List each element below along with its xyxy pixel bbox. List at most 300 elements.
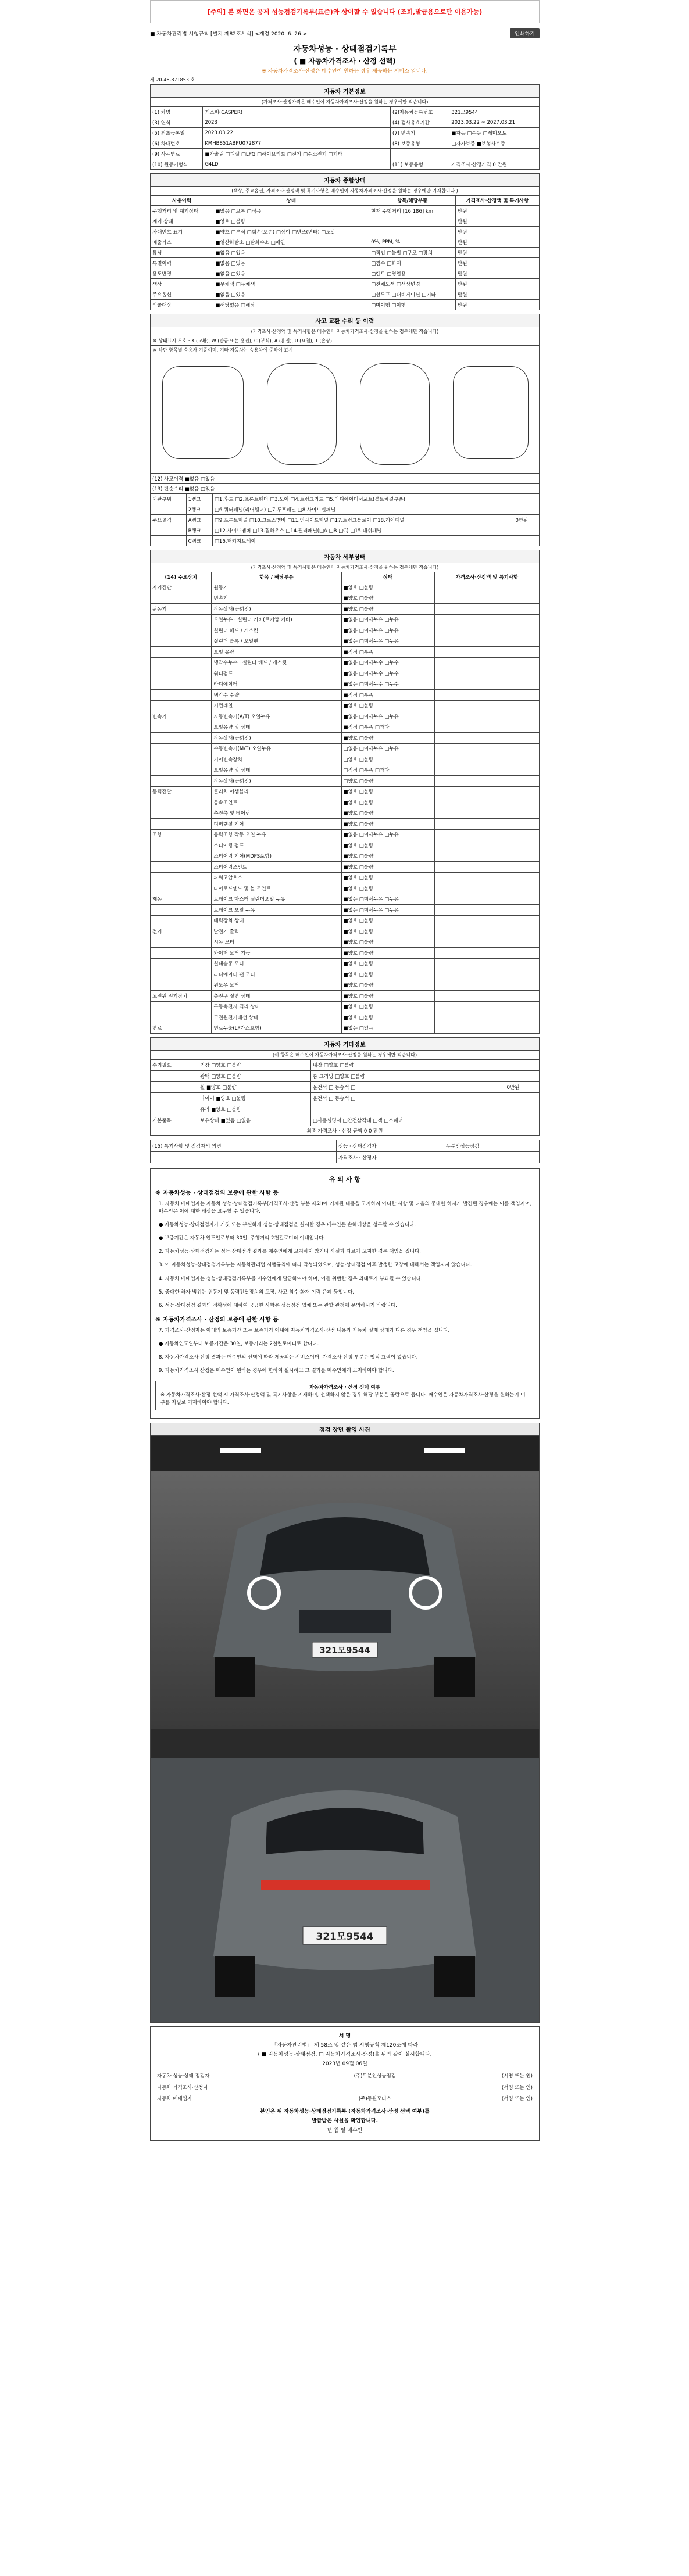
detail-row — [151, 862, 540, 873]
detail-cell: ■양호 □불량 — [341, 872, 434, 883]
etc-cell — [151, 1093, 198, 1104]
frame-cell: 외판부위 — [151, 494, 187, 504]
sign-head: 서 명 — [338, 2033, 351, 2039]
detail-row — [151, 797, 540, 808]
detail-cell — [151, 797, 212, 808]
detail-cell — [151, 733, 212, 744]
detail-cell: 오일유량 및 상태 — [212, 722, 341, 733]
detail-cell: 동력전달 — [151, 786, 212, 797]
accident-history: (12) 사고이력 ■없음 □있음 — [151, 474, 540, 484]
summary-row — [151, 268, 540, 279]
sign-r3-seal: (서명 또는 인) — [501, 2095, 533, 2102]
summary-col-header: 항목/해당부품 — [369, 196, 456, 206]
detail-cell: ■양호 □불량 — [341, 700, 434, 711]
basic-cell: (3) 연식 — [151, 117, 203, 128]
summary-cell: ■양호 □불량 — [213, 216, 369, 227]
detail-cell: ■양호 □불량 — [341, 733, 434, 744]
notice-sec1-line: ● 보증기간은 자동차 인도일로부터 30일, 주행거리 2천킬로미터 이내입니다. — [159, 1235, 326, 1242]
detail-cell: 수동변속기(M/T) 오일누유 — [212, 743, 341, 754]
notice-sec1-line: 6. 성능·상태점검 결과의 정확성에 대하여 궁금한 사항은 성능점검 업체 또는 관할 관청에 문의하시기 바랍니다. — [159, 1302, 397, 1309]
sign-line-2: ( ■ 자동차성능·상태점검, □ 자동차가격조사·산정)을 위와 같이 실시합니다. — [258, 2051, 432, 2058]
inspector-cell — [444, 1152, 539, 1163]
detail-cell: ■양호 □불량 — [341, 1012, 434, 1023]
detail-cell: ■양호 □불량 — [341, 851, 434, 862]
detail-cell: 작동상태(공회전) — [212, 604, 341, 615]
detail-cell — [151, 593, 212, 604]
detail-cell — [434, 625, 539, 636]
notice-sec1-line: 1. 자동차 매매업자는 자동차 성능·상태점검기록부(가격조사·산정 부분 제외)에 기재된 내용을 고지하지 아니한 사항 및 다음의 중대한 하자가 발견된 경우에는 이를 책임지며, 매수인은 이에 대한 배상을 요구할 수 있습니다. — [159, 1201, 531, 1214]
summary-cell: ■없음 □있음 — [213, 289, 369, 300]
detail-row — [151, 819, 540, 830]
inspector-cell: 무분인성능점검 — [444, 1140, 539, 1152]
basic-note: (가격조사·산정가격은 매수인이 자동차가격조사·산정을 원하는 경우에만 적습니다) — [150, 97, 540, 106]
detail-cell: 오일 유량 — [212, 647, 341, 658]
frame-row — [151, 504, 540, 515]
detail-cell — [434, 915, 539, 926]
summary-cell: 만원 — [456, 248, 540, 258]
detail-cell: 실내송풍 모터 — [212, 958, 341, 969]
detail-cell — [434, 883, 539, 894]
summary-row — [151, 237, 540, 248]
sign-r2-name — [312, 2083, 439, 2094]
detail-row — [151, 776, 540, 787]
summary-cell: 배출가스 — [151, 237, 213, 248]
detail-cell — [434, 797, 539, 808]
detail-row — [151, 915, 540, 926]
detail-cell — [151, 819, 212, 830]
detail-cell: ■양호 □불량 — [341, 937, 434, 948]
detail-cell: 타이로드엔드 및 볼 조인트 — [212, 883, 341, 894]
detail-cell: 냉각수 수량 — [212, 690, 341, 701]
detail-cell — [434, 722, 539, 733]
summary-cell: ■없음 □있음 — [213, 258, 369, 268]
detail-cell: 스티어링 펌프 — [212, 840, 341, 851]
etc-cell — [151, 1071, 198, 1082]
summary-row — [151, 248, 540, 258]
frame-cell: □9.프론트패널 □10.크로스멤버 □11.인사이드패널 □17.트렁크플로어 □18.리어패널 — [212, 515, 513, 525]
notice-sec1-line: 5. 중대한 하자 범위는 원동기 및 동력전달장치의 고장, 사고·침수·화재 이력 은폐 등입니다. — [159, 1289, 355, 1295]
detail-cell: 디퍼렌셜 기어 — [212, 819, 341, 830]
detail-cell — [434, 851, 539, 862]
detail-row — [151, 647, 540, 658]
detail-row — [151, 679, 540, 690]
detail-cell — [434, 647, 539, 658]
detail-cell: ■양호 □불량 — [341, 980, 434, 991]
basic-cell: (8) 보증유형 — [390, 138, 449, 149]
summary-cell: □선루프 □내비게이션 □기타 — [369, 289, 456, 300]
detail-cell: 배력장치 상태 — [212, 915, 341, 926]
detail-cell: ■적정 □부족 — [341, 647, 434, 658]
detail-cell: 냉각수누수 · 실린더 헤드 / 개스킷 — [212, 657, 341, 668]
detail-cell: 작동상태(공회전) — [212, 776, 341, 787]
detail-cell: 추진축 및 베어링 — [212, 808, 341, 819]
summary-cell: 색상 — [151, 279, 213, 289]
basic-cell: G4LD — [203, 159, 391, 170]
detail-cell — [434, 593, 539, 604]
photo-head: 점검 장면 촬영 사진 — [150, 1423, 540, 1436]
basic-row — [151, 149, 540, 159]
detail-col-header: (14) 주요장치 — [151, 572, 212, 582]
selection-box-text: ※ 자동차가격조사·산정 선택 시 가격조사·산정액 및 특기사항을 기재하며, 선택하지 않은 경우 해당 부분은 공란으로 둡니다. 매수인은 자동차가격조사·산정을 원하는지 여부를 자필로 기재하여야 합니다. — [160, 1392, 526, 1406]
detail-cell: ■없음 □미세누유 □누유 — [341, 614, 434, 625]
doc-meta — [150, 77, 540, 83]
detail-cell: ■없음 □미세누유 □누유 — [341, 894, 434, 905]
sign-r2-seal: (서명 또는 인) — [501, 2084, 533, 2091]
summary-cell: 만원 — [456, 279, 540, 289]
detail-cell — [151, 679, 212, 690]
detail-row — [151, 582, 540, 593]
rear-plate: 321모9544 — [316, 1930, 374, 1943]
summary-cell: 만원 — [456, 268, 540, 279]
detail-cell — [434, 690, 539, 701]
detail-cell — [434, 969, 539, 980]
summary-cell: ■무채색 □유채색 — [213, 279, 369, 289]
basic-cell: (10) 원동기형식 — [151, 159, 203, 170]
etc-cell — [505, 1104, 539, 1115]
rear-car-photo — [151, 1729, 539, 2023]
basic-cell: 가격조사·산정가격 0 만원 — [449, 159, 540, 170]
detail-cell: 클러치 어셈블리 — [212, 786, 341, 797]
sign-r1-role: 자동차 성능·상태 점검자 — [157, 2073, 210, 2080]
detail-cell: 파워고압호스 — [212, 872, 341, 883]
doc-number: 제 20-46-871853 호 — [150, 77, 195, 83]
basic-cell: 2023.03.22 ~ 2027.03.21 — [449, 117, 540, 128]
summary-col-header: 가격조사·산정액 및 특기사항 — [456, 196, 540, 206]
detail-row — [151, 668, 540, 679]
detail-cell — [151, 765, 212, 776]
detail-row — [151, 926, 540, 937]
etc-cell: 내장 □양호 □불량 — [310, 1060, 505, 1071]
detail-cell: 커먼레일 — [212, 700, 341, 711]
detail-cell: □양호 □불량 — [341, 754, 434, 765]
detail-cell — [434, 700, 539, 711]
notice-section — [150, 1168, 540, 1419]
summary-cell: 특별이력 — [151, 258, 213, 268]
detail-cell: ■적정 □부족 □과다 — [341, 722, 434, 733]
etc-row — [151, 1115, 540, 1126]
inspector-cell: 가격조사 · 산정자 — [336, 1152, 444, 1163]
detail-cell: 자기진단 — [151, 582, 212, 593]
etc-cell — [505, 1060, 539, 1071]
etc-table — [150, 1059, 540, 1136]
detail-cell — [434, 1001, 539, 1012]
summary-cell — [369, 216, 456, 227]
detail-cell: 브레이크 오일 누유 — [212, 905, 341, 916]
detail-cell: ■양호 □불량 — [341, 840, 434, 851]
detail-cell — [151, 690, 212, 701]
notice-sec1-line: 3. 이 자동차성능·상태점검기록부는 자동차관리법 시행규칙에 따라 작성되었으며, 성능·상태점검 이후 발생한 고장에 대해서는 책임지지 않습니다. — [159, 1262, 472, 1269]
summary-cell: □미이행 □이행 — [369, 300, 456, 310]
summary-cell: 주요옵션 — [151, 289, 213, 300]
etc-cell — [310, 1104, 505, 1115]
detail-cell — [151, 754, 212, 765]
detail-cell: 브레이크 마스터 실린더오일 누유 — [212, 894, 341, 905]
detail-row — [151, 636, 540, 647]
summary-cell: □침수 □화재 — [369, 258, 456, 268]
detail-cell: 윈도우 모터 — [212, 980, 341, 991]
detail-cell: 시동 모터 — [212, 937, 341, 948]
rear-photo — [150, 1729, 540, 2023]
detail-row — [151, 905, 540, 916]
detail-cell: 스티어링조인트 — [212, 862, 341, 873]
etc-cell: □사용설명서 □안전삼각대 □잭 □스패너 — [310, 1115, 505, 1126]
detail-row — [151, 948, 540, 959]
form-label: ■ 자동차관리법 시행규칙 [별지 제82호서식] <개정 2020. 6. 26.> — [150, 31, 308, 37]
basic-cell: □자가보증 ■보험사보증 — [449, 138, 540, 149]
detail-cell — [151, 700, 212, 711]
sign-foot-3: 년 월 일 매수인 — [327, 2127, 363, 2134]
detail-cell: 등속조인트 — [212, 797, 341, 808]
selection-box-head: 자동차가격조사 · 산정 선택 여부 — [309, 1385, 380, 1391]
detail-cell — [434, 840, 539, 851]
detail-cell: ■없음 □미세누수 □누수 — [341, 657, 434, 668]
detail-cell: 자동변속기(A/T) 오일누유 — [212, 711, 341, 722]
basic-cell: (6) 차대번호 — [151, 138, 203, 149]
notice-sec1-head: ※ 자동차성능 · 상태점검의 보증에 관한 사항 등 — [155, 1190, 279, 1197]
frame-cell: 1랭크 — [186, 494, 212, 504]
basic-cell: (11) 보증유형 — [390, 159, 449, 170]
detail-row — [151, 969, 540, 980]
summary-cell: ■많음 □보통 □적음 — [213, 206, 369, 216]
summary-cell: 현재 주행거리 [16,186] km — [369, 206, 456, 216]
summary-cell: 만원 — [456, 289, 540, 300]
detail-cell: ■없음 □미세누유 □누유 — [341, 625, 434, 636]
summary-row — [151, 206, 540, 216]
detail-cell: 발전기 출력 — [212, 926, 341, 937]
summary-row — [151, 289, 540, 300]
summary-cell: 만원 — [456, 216, 540, 227]
detail-cell — [434, 926, 539, 937]
detail-cell — [151, 915, 212, 926]
detail-cell: 변속기 — [212, 593, 341, 604]
detail-row — [151, 604, 540, 615]
detail-cell: 제동 — [151, 894, 212, 905]
detail-cell — [151, 937, 212, 948]
sign-r2-role: 자동차 가격조사·산정자 — [157, 2084, 208, 2091]
detail-row — [151, 625, 540, 636]
detail-col-header: 상태 — [341, 572, 434, 582]
detail-cell: □양호 □불량 — [341, 776, 434, 787]
basic-cell: (9) 사용연료 — [151, 149, 203, 159]
summary-cell: 만원 — [456, 227, 540, 237]
summary-cell: □렌트 □영업용 — [369, 268, 456, 279]
detail-cell — [151, 883, 212, 894]
detail-cell — [434, 776, 539, 787]
summary-row — [151, 227, 540, 237]
sign-line-1: 「자동차관리법」 제 58조 및 같은 법 시행규칙 제120조에 따라 — [271, 2042, 419, 2048]
sign-r1-seal: (서명 또는 인) — [501, 2073, 533, 2080]
notice-sec1-line: ● 자동차성능·상태점검자가 거짓 또는 부실하게 성능·상태점검을 실시한 경우 매수인은 손해배상을 청구할 수 있습니다. — [159, 1221, 416, 1228]
detail-cell: □없음 □미세누유 □누유 — [341, 743, 434, 754]
detail-cell: 연료 — [151, 1023, 212, 1034]
summary-cell — [369, 227, 456, 237]
sign-r3-role: 자동차 매매업자 — [157, 2095, 192, 2102]
etc-cell: 운전석 □ 동승석 □ — [310, 1082, 505, 1093]
detail-cell — [151, 1012, 212, 1023]
basic-row — [151, 159, 540, 170]
detail-cell: ■없음 □미세누유 □누유 — [341, 905, 434, 916]
summary-cell: 리콜대상 — [151, 300, 213, 310]
frame-row — [151, 536, 540, 546]
detail-cell: ■없음 □미세누유 □누유 — [341, 829, 434, 840]
etc-cell — [151, 1082, 198, 1093]
summary-cell: 0%, PPM, % — [369, 237, 456, 248]
detail-cell — [434, 614, 539, 625]
summary-row — [151, 216, 540, 227]
detail-cell — [151, 958, 212, 969]
summary-table — [150, 195, 540, 310]
basic-cell: ■가솔린 □디젤 □LPG □하이브리드 □전기 □수소전기 □기타 — [203, 149, 391, 159]
detail-table — [150, 572, 540, 1034]
detail-row — [151, 937, 540, 948]
basic-table — [150, 106, 540, 170]
detail-row — [151, 711, 540, 722]
basic-cell: (5) 최초등록일 — [151, 128, 203, 138]
summary-cell: □적법 □불법 □구조 □장치 — [369, 248, 456, 258]
detail-cell — [151, 776, 212, 787]
title-sub: ( ■ 자동차가격조사 · 산정 선택) — [294, 57, 396, 65]
etc-cell: 운전석 □ 동승석 □ — [310, 1093, 505, 1104]
detail-row — [151, 700, 540, 711]
detail-row — [151, 593, 540, 604]
detail-col-header: 항목 / 해당부품 — [212, 572, 341, 582]
inspector-cell — [151, 1152, 337, 1163]
detail-cell: ■양호 □불량 — [341, 604, 434, 615]
inspector-table — [150, 1140, 540, 1163]
summary-row — [151, 279, 540, 289]
frame-row — [151, 515, 540, 525]
basic-row — [151, 107, 540, 117]
top-bar — [150, 27, 540, 40]
selection-box — [155, 1381, 534, 1410]
detail-cell — [434, 604, 539, 615]
notice-sec2-line: ● 자동차인도일부터 보증기간은 30일, 보증거리는 2천킬로미터로 합니다. — [159, 1341, 319, 1347]
basic-cell: 캐스퍼(CASPER) — [203, 107, 391, 117]
detail-cell: ■없음 □미세누수 □누수 — [341, 679, 434, 690]
detail-row — [151, 657, 540, 668]
detail-cell: ■없음 □미세누유 □누유 — [341, 636, 434, 647]
summary-cell: ■없음 □있음 — [213, 248, 369, 258]
print-button[interactable]: 인쇄하기 — [510, 28, 540, 38]
detail-cell — [434, 991, 539, 1002]
detail-cell: ■없음 □미세누유 □누유 — [341, 711, 434, 722]
detail-cell — [151, 851, 212, 862]
sign-foot-1: 본인은 위 자동차성능·상태점검기록부 (자동차가격조사·산정 선택 여부)를 — [260, 2109, 430, 2115]
detail-col-header: 가격조사·산정액 및 특기사항 — [434, 572, 539, 582]
detail-cell — [434, 905, 539, 916]
etc-cell — [505, 1071, 539, 1082]
detail-row — [151, 786, 540, 797]
detail-cell — [434, 765, 539, 776]
frame-cell — [513, 494, 540, 504]
basic-cell — [390, 149, 449, 159]
basic-cell: 2023.03.22 — [203, 128, 391, 138]
detail-cell: 원동기 — [151, 604, 212, 615]
detail-row — [151, 872, 540, 883]
frame-cell: □12.사이드멤버 □13.휠하우스 □14.필러패널(□A □B □C) □15.대쉬패널 — [212, 525, 513, 536]
sign-r1-name: (주)무분인성능점검 — [354, 2073, 396, 2080]
detail-cell — [151, 905, 212, 916]
notice-sec1-line: 4. 자동차 매매업자는 성능·상태점검기록부를 매수인에게 발급하여야 하며, 이를 위반한 경우 과태료가 부과될 수 있습니다. — [159, 1276, 423, 1282]
detail-cell: ■양호 □불량 — [341, 969, 434, 980]
detail-cell: ■양호 □불량 — [341, 582, 434, 593]
detail-cell — [151, 722, 212, 733]
etc-row — [151, 1093, 540, 1104]
detail-cell — [434, 733, 539, 744]
detail-cell — [151, 657, 212, 668]
inspector-row — [151, 1152, 540, 1163]
detail-cell — [434, 980, 539, 991]
detail-cell — [434, 754, 539, 765]
frame-row — [151, 494, 540, 504]
detail-cell — [151, 743, 212, 754]
summary-head: 자동차 종합상태 — [150, 173, 540, 186]
detail-row — [151, 851, 540, 862]
frame-cell: □16.패키지트레이 — [212, 536, 513, 546]
etc-cell: 타이어 ■양호 □불량 — [198, 1093, 311, 1104]
basic-cell: (2)자동차등록번호 — [390, 107, 449, 117]
basic-cell: ■자동 □수동 □세미오토 — [449, 128, 540, 138]
etc-note: (이 항목은 매수인이 자동차가격조사·산정을 원하는 경우에만 적습니다) — [150, 1050, 540, 1059]
detail-cell: 와이퍼 모터 기능 — [212, 948, 341, 959]
detail-cell: 충전구 절연 상태 — [212, 991, 341, 1002]
detail-row — [151, 883, 540, 894]
etc-row — [151, 1060, 540, 1071]
detail-cell: ■양호 □불량 — [341, 819, 434, 830]
detail-row — [151, 1023, 540, 1034]
detail-cell — [434, 786, 539, 797]
detail-cell: ■양호 □불량 — [341, 1001, 434, 1012]
detail-cell: 실린더 블록 / 오일팬 — [212, 636, 341, 647]
summary-cell: □전체도색 □색상변경 — [369, 279, 456, 289]
etc-cell: 광택 □양호 □불량 — [198, 1071, 311, 1082]
detail-cell — [151, 840, 212, 851]
document — [150, 0, 540, 2141]
summary-cell: 만원 — [456, 206, 540, 216]
frame-cell: C랭크 — [186, 536, 212, 546]
summary-cell: 만원 — [456, 237, 540, 248]
sign-foot-2: 발급받은 사실을 확인합니다. — [311, 2118, 378, 2124]
final-price: 최종 가격조사 · 산정 금액 0 0 만원 — [151, 1126, 540, 1136]
summary-cell: ■양호 □부식 □훼손(오손) □상이 □변조(변타) □도말 — [213, 227, 369, 237]
inspector-cell: (15) 특기사항 및 점검자의 의견 — [151, 1140, 337, 1152]
etc-head: 자동차 기타정보 — [150, 1037, 540, 1050]
detail-cell: 변속기 — [151, 711, 212, 722]
detail-cell — [434, 829, 539, 840]
etc-cell: 외장 □양호 □불량 — [198, 1060, 311, 1071]
summary-row — [151, 300, 540, 310]
detail-cell: ■양호 □불량 — [341, 862, 434, 873]
detail-cell: ■양호 □불량 — [341, 797, 434, 808]
detail-cell — [151, 808, 212, 819]
notice-head: 유 의 사 항 — [329, 1176, 360, 1183]
frame-cell — [513, 525, 540, 536]
detail-cell: 스티어링 기어(MDPS포함) — [212, 851, 341, 862]
etc-cell: 휠 ■양호 □불량 — [198, 1082, 311, 1093]
summary-note: (색상, 주요옵션, 가격조사·산정액 및 특기사항은 매수인이 자동차가격조사·산정을 원하는 경우에만 기재합니다.) — [150, 186, 540, 195]
detail-cell: ■양호 □불량 — [341, 915, 434, 926]
front-plate: 321모9544 — [319, 1645, 370, 1656]
detail-cell — [151, 872, 212, 883]
detail-row — [151, 733, 540, 744]
notice-sec1-line: 2. 자동차성능·상태점검자는 성능·상태점검 결과를 매수인에게 고지하지 않거나 사실과 다르게 고지한 경우 책임을 집니다. — [159, 1249, 421, 1255]
etc-cell: 기본품목 — [151, 1115, 198, 1126]
frame-row — [151, 525, 540, 536]
simple-repair: (13) 단순수리 ■없음 □있음 — [151, 484, 540, 494]
detail-row — [151, 765, 540, 776]
detail-head: 자동차 세부상태 — [150, 550, 540, 563]
etc-cell: 0만원 — [505, 1082, 539, 1093]
